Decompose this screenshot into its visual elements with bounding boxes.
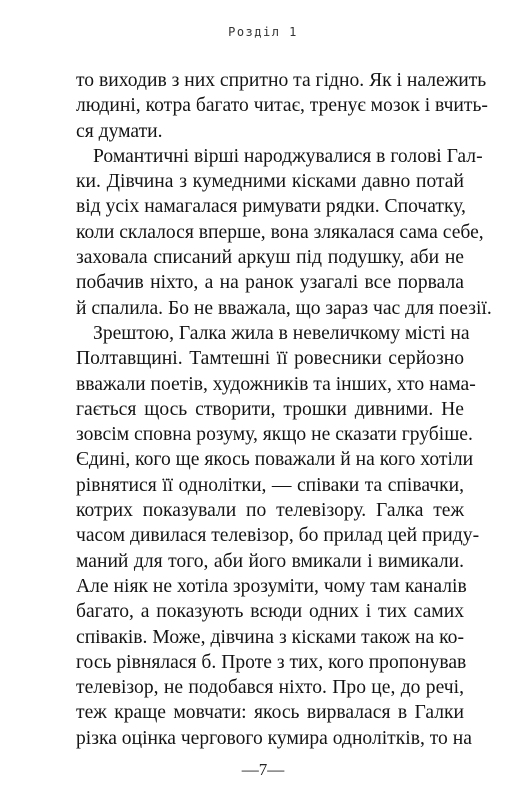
text-line: Полтавщині. Тамтешні її ровесники серйозно [76, 348, 464, 370]
text-line: теж краще мовчати: якось вирвалася в Галки [76, 702, 464, 724]
text-line: ся думати. [76, 120, 163, 142]
text-line: заховала списаний аркуш під подушку, аби не [76, 247, 464, 269]
text-line: й спалила. Бо не вважала, що зараз час для поезії. [76, 297, 492, 319]
body-text [76, 68, 492, 751]
text-line: співаків. Може, дівчина з кісками також на ко- [76, 626, 464, 648]
text-line: маний для того, аби його вмикали і вимикали. [76, 550, 464, 572]
text-line: рівнятися її однолітки, — співаки та співачки, [76, 474, 464, 496]
text-line: вважали поетів, художників та інших, хто нама- [76, 373, 476, 395]
text-line: коли склалося вперше, вона злякалася сама себе, [76, 221, 484, 243]
text-line: телевізор, не подобався ніхто. Про це, до речі, [76, 677, 464, 699]
text-line: то виходив з них спритно та гідно. Як і належить [76, 70, 487, 91]
paragraph-3 [76, 321, 480, 751]
paragraph-2 [76, 144, 492, 321]
text-line: від усіх намагалася римувати рядки. Спочатку, [76, 196, 466, 218]
text-line: котрих показували по телевізору. Галка теж [76, 500, 464, 522]
text-line: зовсім сповна розуму, якщо не сказати грубіше. [76, 424, 473, 446]
running-head: Розділ 1 [228, 25, 298, 39]
text-line: гось рівнялася б. Проте з тих, кого пропонував [76, 651, 467, 673]
page-number: —7— [241, 760, 285, 779]
text-line: багато, а показують всюди одних і тих самих [76, 601, 464, 623]
text-line: ки. Дівчина з кумедними кісками давно потай [76, 171, 464, 193]
paragraph-1 [76, 68, 488, 144]
text-line: Романтичні вірші народжувалися в голові Гал- [93, 145, 483, 167]
text-line: Єдині, кого ще якось поважали й на кого хотіли [76, 449, 474, 471]
text-line: Але ніяк не хотіла зрозуміти, чому там каналів [76, 575, 467, 597]
text-line: Зрештою, Галка жила в невеличкому місті на [93, 322, 470, 344]
text-line: побачив ніхто, а на ранок узагалі все порвала [76, 272, 464, 294]
text-line: гається щось створити, трошки дивними. Не [76, 398, 464, 420]
text-line: часом дивилася телевізор, бо прилад цей приду- [76, 525, 480, 547]
text-line: людині, котра багато читає, тренує мозок і вчить- [76, 95, 488, 117]
text-line: різка оцінка чергового кумира однолітків, то на [76, 727, 472, 749]
